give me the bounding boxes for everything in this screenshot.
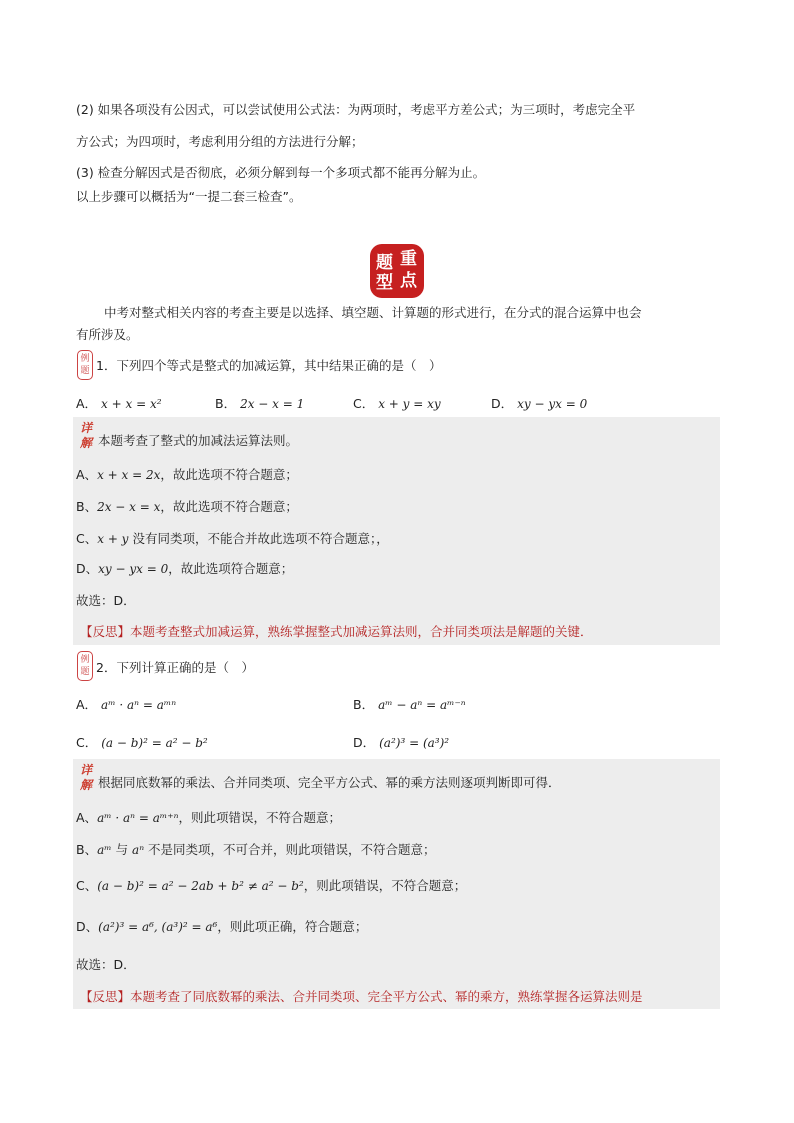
- q2-option-b-label: B．: [353, 697, 375, 712]
- badge-char-1: 重: [400, 249, 417, 269]
- q1-question: 1．下列四个等式是整式的加减运算，其中结果正确的是（ ）: [96, 358, 442, 373]
- intro-step-2-line-2: 方公式；为四项时，考虑利用分组的方法进行分解；: [76, 134, 364, 149]
- q1-option-b-label: B．: [215, 396, 237, 411]
- q2-solution-d: [76, 917, 367, 935]
- stamp-top-char: 例: [80, 354, 90, 364]
- q2-sb-math2: aⁿ: [132, 843, 145, 857]
- q2-sc-text: ，则此项错误，不符合题意；: [303, 878, 467, 893]
- q1-option-a-label: A．: [76, 396, 98, 411]
- q2-sa-math: aᵐ · aⁿ = aᵐ⁺ⁿ: [97, 811, 179, 825]
- xiang-bottom-char: 解: [79, 436, 92, 450]
- q1-sd-text: ，故此选项符合题意；: [168, 561, 294, 576]
- badge-char-2: 点: [400, 271, 417, 291]
- q1-sd-label: D、: [76, 561, 99, 576]
- q1-sd-math: xy − yx = 0: [98, 562, 169, 576]
- q2-option-d-math: (a²)³ = (a³)²: [379, 736, 450, 750]
- q2-option-a: [76, 695, 176, 713]
- q1-solution-c: [76, 529, 389, 547]
- badge-char-3: 题: [376, 253, 393, 273]
- q1-analysis: 本题考查了整式的加减法运算法则。: [98, 433, 299, 448]
- stamp2-bottom-char: 题: [80, 667, 90, 677]
- example-stamp-icon-2: [77, 651, 93, 681]
- q2-option-a-label: A．: [76, 697, 98, 712]
- xiang2-top-char: 详: [79, 763, 92, 777]
- key-question-types-badge: [370, 244, 424, 298]
- example-stamp-icon: [77, 350, 93, 380]
- q1-option-c: [353, 394, 441, 412]
- q2-sd-text: ，则此项正确，符合题意；: [217, 919, 368, 934]
- q2-answer: 故选：D．: [76, 957, 136, 972]
- q2-sc-math: (a − b)² = a² − 2ab + b² ≠ a² − b²: [97, 879, 304, 893]
- q1-option-c-math: x + y = xy: [378, 397, 441, 411]
- stamp2-top-char: 例: [80, 655, 90, 665]
- q1-option-d: [491, 394, 587, 412]
- q2-solution-b: [76, 840, 436, 858]
- q1-sa-label: A、: [76, 467, 98, 482]
- xiang-top-char: 详: [79, 421, 92, 435]
- detailed-solution-icon: [76, 421, 96, 455]
- q2-sb-mid: 与: [111, 842, 133, 857]
- q2-option-b-math: aᵐ − aⁿ = aᵐ⁻ⁿ: [378, 698, 466, 712]
- q1-sc-math: x + y: [97, 532, 129, 546]
- q1-option-d-math: xy − yx = 0: [517, 397, 588, 411]
- q1-sc-label: C、: [76, 531, 98, 546]
- q1-sa-math: x + x = 2x: [97, 468, 161, 482]
- q2-option-d: [353, 733, 449, 751]
- q2-sd-math: (a²)³ = a⁶, (a³)² = a⁶: [98, 920, 218, 934]
- q1-sb-math: 2x − x = x: [97, 500, 161, 514]
- q2-sb-label: B、: [76, 842, 98, 857]
- q1-option-a-math: x + x = x²: [101, 397, 162, 411]
- q1-reflection: 【反思】本题考查整式加减运算，熟练掌握整式加减运算法则，合并同类项法是解题的关键．: [80, 624, 593, 639]
- q2-option-a-math: aᵐ · aⁿ = aᵐⁿ: [101, 698, 177, 712]
- q2-sb-text: 不是同类项，不可合并，则此项错误，不符合题意；: [144, 842, 436, 857]
- q1-option-c-label: C．: [353, 396, 375, 411]
- badge-char-4: 型: [376, 273, 393, 293]
- lead-paragraph-line-2: 有所涉及。: [76, 327, 139, 342]
- q2-option-c: [76, 733, 208, 751]
- q2-question: 2．下列计算正确的是（ ）: [96, 660, 254, 675]
- q1-solution-b: [76, 497, 298, 515]
- q2-sa-label: A、: [76, 810, 98, 825]
- q2-reflection: 【反思】本题考查了同底数幂的乘法、合并同类项、完全平方公式、幂的乘方，熟练掌握各运算法则是: [80, 989, 643, 1004]
- q2-solution-a: [76, 808, 341, 826]
- stamp-bottom-char: 题: [80, 366, 90, 376]
- q2-sb-math: aᵐ: [97, 843, 112, 857]
- q2-solution-c: [76, 876, 466, 894]
- detailed-solution-icon-2: [76, 763, 96, 797]
- q2-option-c-label: C．: [76, 735, 98, 750]
- q1-sb-label: B、: [76, 499, 98, 514]
- q1-sa-text: ，故此选项不符合题意；: [160, 467, 298, 482]
- q2-sc-label: C、: [76, 878, 98, 893]
- q2-option-d-label: D．: [353, 735, 376, 750]
- q1-option-b: [215, 394, 304, 412]
- q1-option-b-math: 2x − x = 1: [240, 397, 305, 411]
- q2-sa-text: ，则此项错误，不符合题意；: [178, 810, 341, 825]
- q1-option-d-label: D．: [491, 396, 514, 411]
- q1-sc-text: 没有同类项，不能合并故此选项不符合题意；，: [128, 531, 389, 546]
- q1-option-a: [76, 394, 162, 412]
- q1-sb-text: ，故此选项不符合题意；: [160, 499, 298, 514]
- lead-paragraph-line-1: 中考对整式相关内容的考查主要是以选择、填空题、计算题的形式进行，在分式的混合运算中也会: [104, 305, 642, 320]
- q1-answer: 故选：D．: [76, 593, 136, 608]
- q1-solution-a: [76, 465, 298, 483]
- q2-option-b: [353, 695, 466, 713]
- intro-summary: 以上步骤可以概括为“一提二套三检查”。: [76, 189, 302, 204]
- q2-option-c-math: (a − b)² = a² − b²: [101, 736, 208, 750]
- q1-solution-d: [76, 559, 293, 577]
- q2-sd-label: D、: [76, 919, 99, 934]
- q2-analysis: 根据同底数幂的乘法、合并同类项、完全平方公式、幂的乘方法则逐项判断即可得．: [98, 775, 561, 790]
- intro-step-2-line-1: (2) 如果各项没有公因式，可以尝试使用公式法：为两项时，考虑平方差公式；为三项时，考虑完全平: [76, 102, 636, 117]
- xiang2-bottom-char: 解: [79, 778, 92, 792]
- intro-step-3: (3) 检查分解因式是否彻底，必须分解到每一个多项式都不能再分解为止。: [76, 165, 486, 180]
